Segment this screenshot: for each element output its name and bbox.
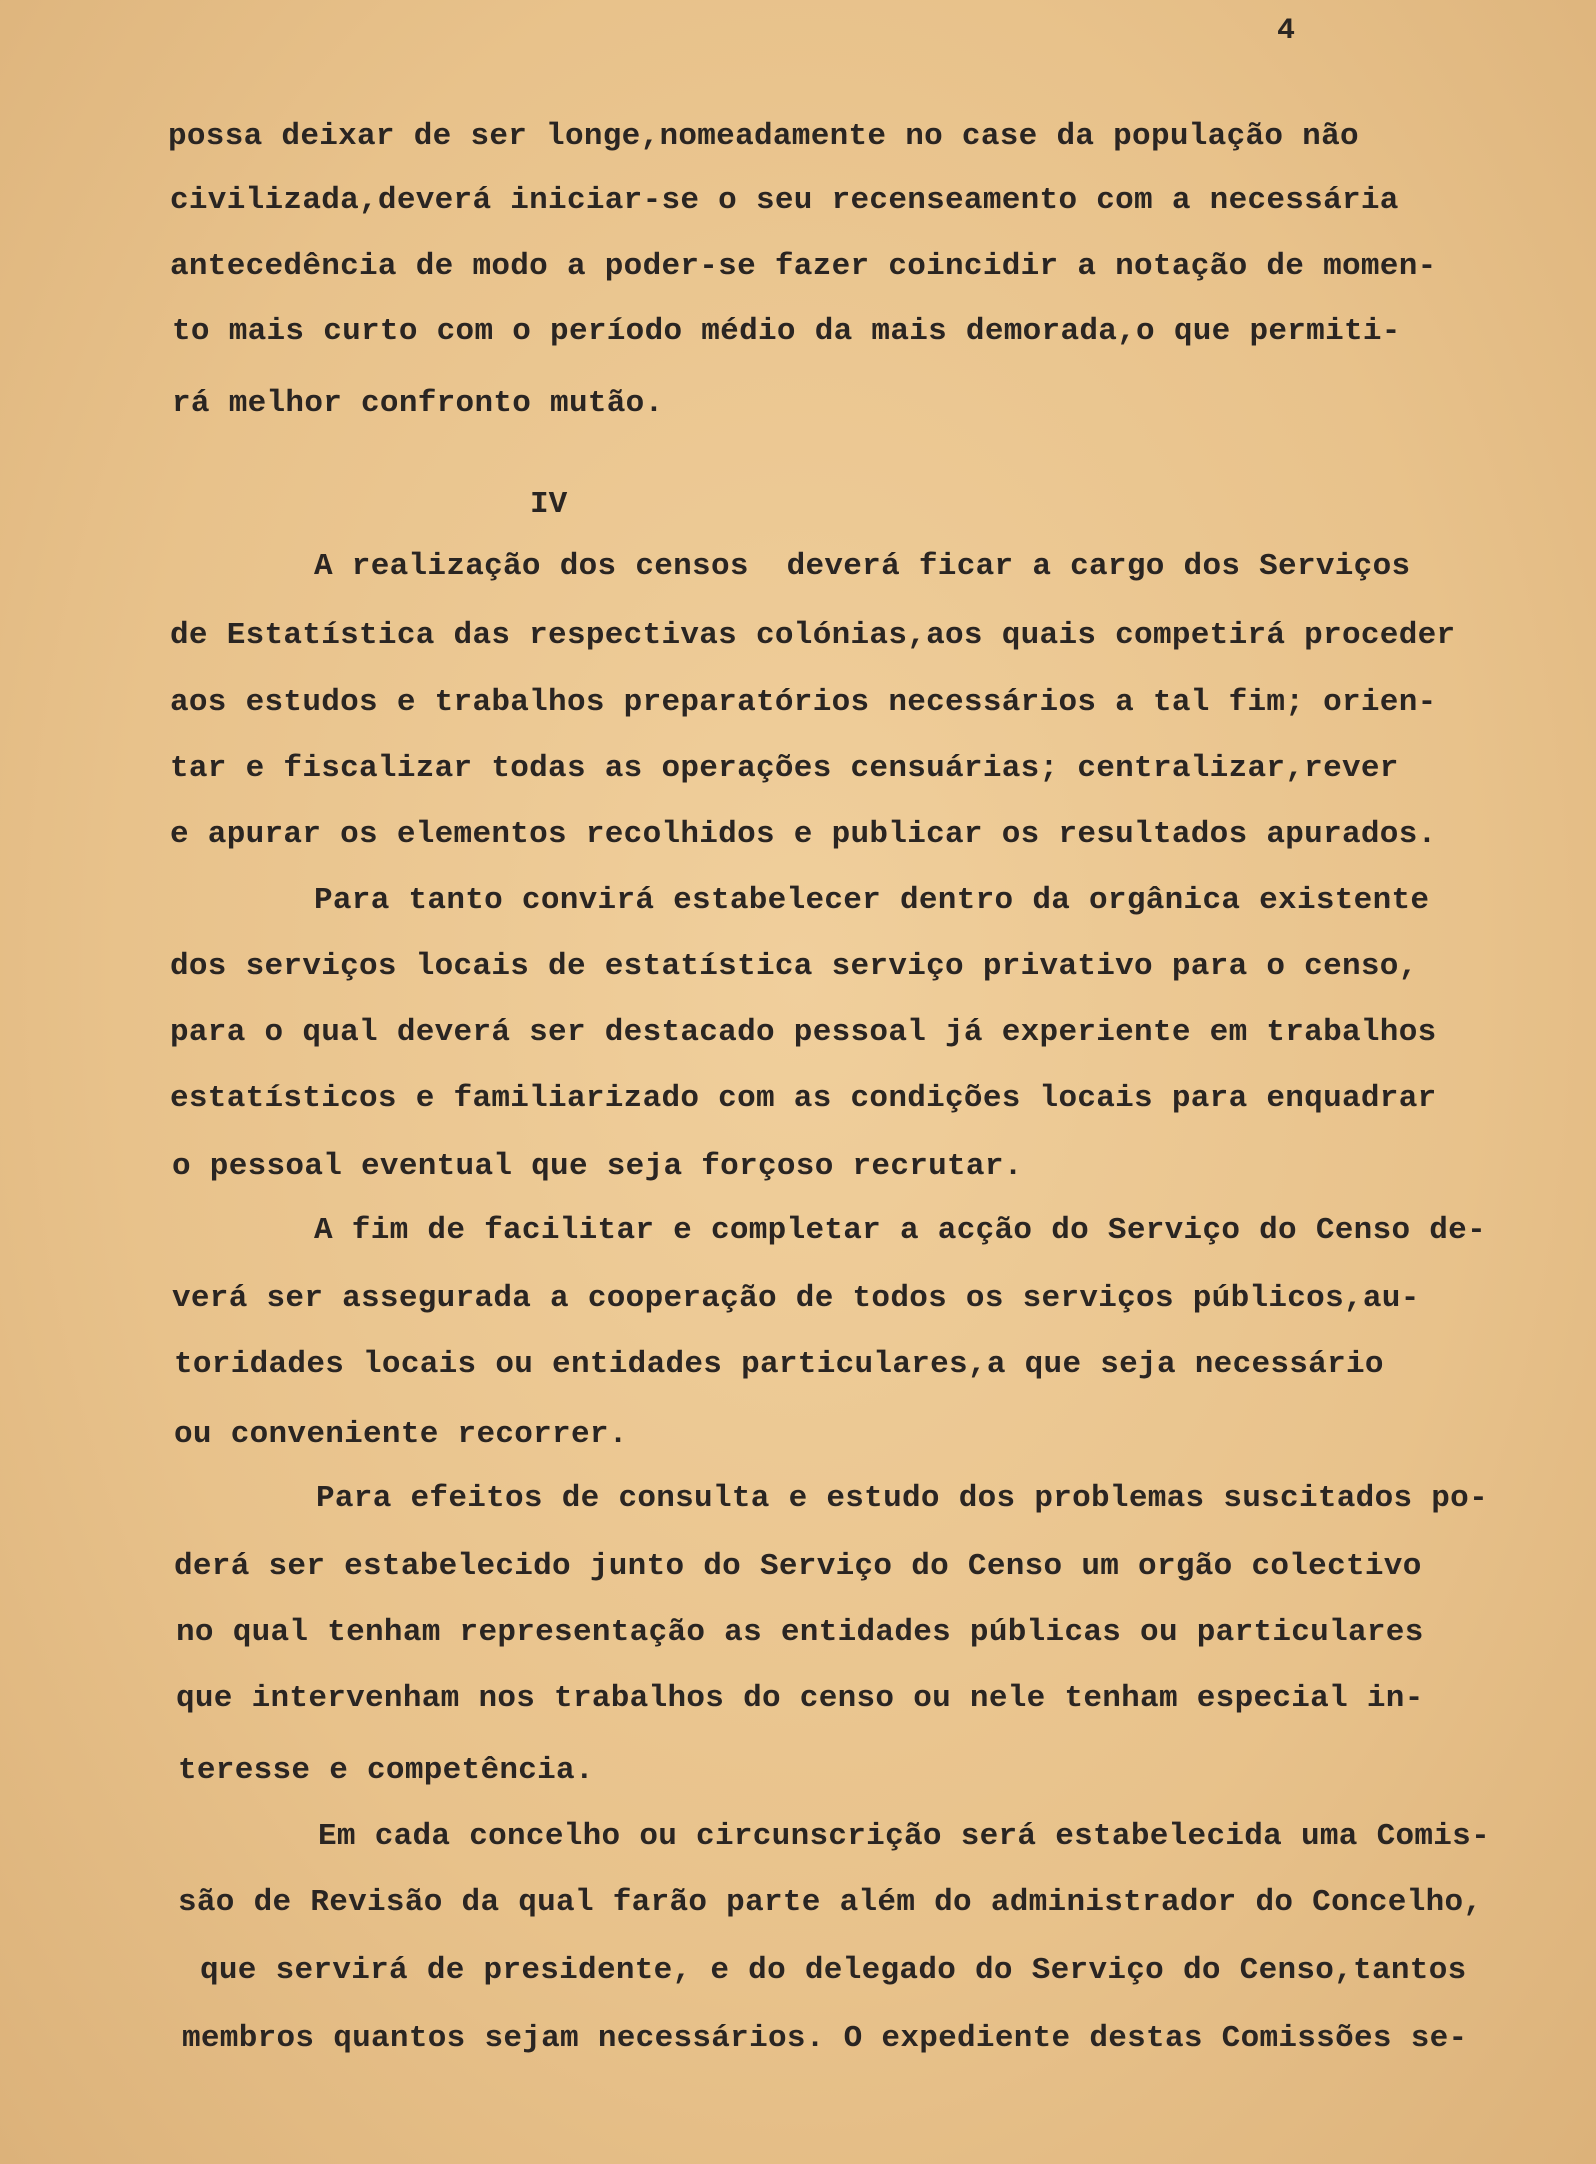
text-line: derá ser estabelecido junto do Serviço do Censo um orgão colectivo <box>174 1549 1422 1584</box>
text-line: A realização dos censos deverá ficar a cargo dos Serviços <box>314 549 1411 584</box>
text-line: possa deixar de ser longe,nomeadamente no case da população não <box>168 119 1359 154</box>
text-line: A fim de facilitar e completar a acção do Serviço do Censo de- <box>314 1213 1486 1248</box>
text-line: são de Revisão da qual farão parte além do administrador do Concelho, <box>178 1885 1483 1920</box>
text-line: que intervenham nos trabalhos do censo ou nele tenham especial in- <box>176 1681 1424 1716</box>
text-line: Em cada concelho ou circunscrição será estabelecida uma Comis- <box>318 1819 1490 1854</box>
text-line: estatísticos e familiarizado com as condições locais para enquadrar <box>170 1081 1437 1116</box>
text-line: de Estatística das respectivas colónias,aos quais competirá proceder <box>170 618 1456 653</box>
text-line: para o qual deverá ser destacado pessoal já experiente em trabalhos <box>170 1015 1437 1050</box>
text-line: no qual tenham representação as entidades públicas ou particulares <box>176 1615 1424 1650</box>
text-line: dos serviços locais de estatística serviço privativo para o censo, <box>170 949 1418 984</box>
text-line: o pessoal eventual que seja forçoso recrutar. <box>172 1149 1023 1184</box>
text-line: teresse e competência. <box>178 1753 594 1788</box>
text-line: to mais curto com o período médio da mais demorada,o que permiti- <box>172 314 1401 349</box>
section-heading: IV <box>530 487 568 522</box>
text-line: civilizada,deverá iniciar-se o seu recenseamento com a necessária <box>170 183 1399 218</box>
page-number: 4 <box>1277 14 1296 48</box>
text-line: toridades locais ou entidades particulares,a que seja necessário <box>174 1347 1384 1382</box>
text-line: rá melhor confronto mutão. <box>172 386 664 421</box>
text-line: membros quantos sejam necessários. O expediente destas Comissões se- <box>182 2021 1468 2056</box>
text-line: ou conveniente recorrer. <box>174 1417 628 1452</box>
text-line: aos estudos e trabalhos preparatórios necessários a tal fim; orien- <box>170 685 1437 720</box>
text-line: tar e fiscalizar todas as operações censuárias; centralizar,rever <box>170 751 1399 786</box>
text-line: que servirá de presidente, e do delegado do Serviço do Censo,tantos <box>200 1953 1467 1988</box>
text-line: e apurar os elementos recolhidos e publicar os resultados apurados. <box>170 817 1437 852</box>
text-line: Para efeitos de consulta e estudo dos problemas suscitados po- <box>316 1481 1488 1516</box>
text-line: antecedência de modo a poder-se fazer coincidir a notação de momen- <box>170 249 1437 284</box>
text-line: Para tanto convirá estabelecer dentro da orgânica existente <box>314 883 1430 918</box>
text-line: verá ser assegurada a cooperação de todos os serviços públicos,au- <box>172 1281 1420 1316</box>
